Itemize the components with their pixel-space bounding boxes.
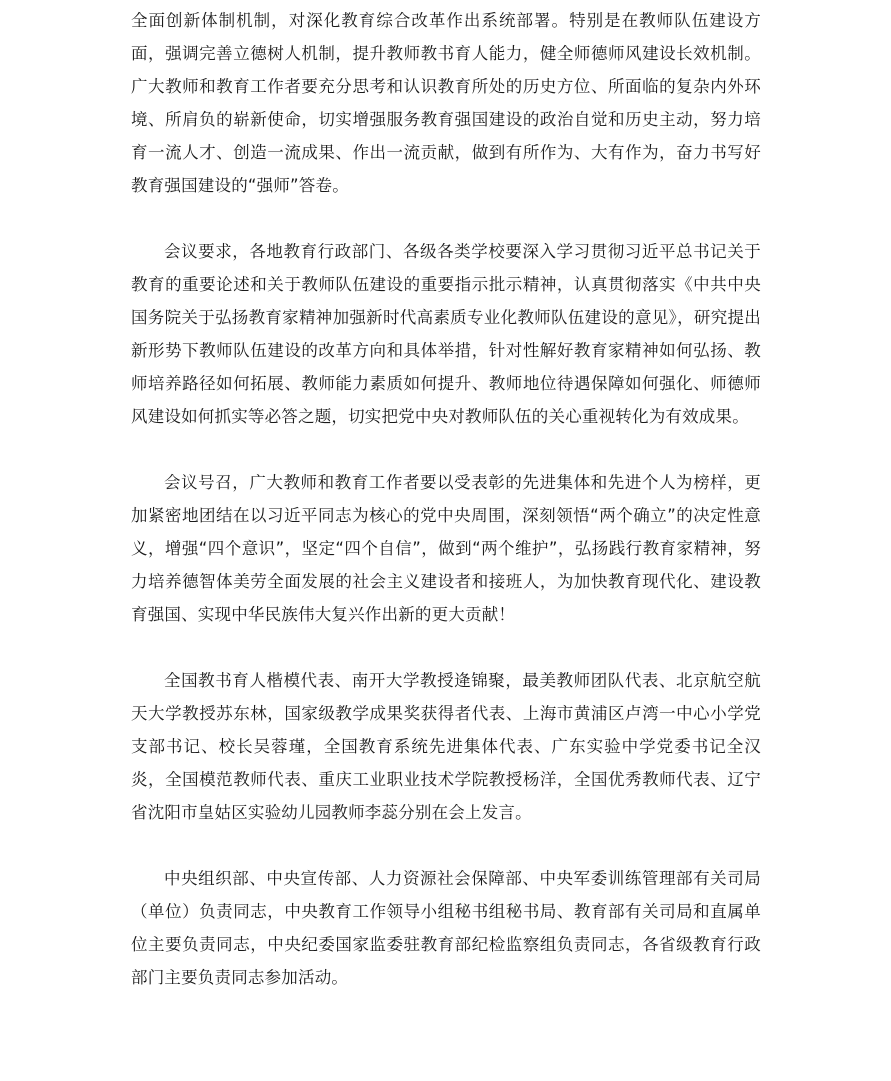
paragraph-speakers: 全国教书育人楷模代表、南开大学教授逄锦聚，最美教师团队代表、北京航空航天大学教授苏东林，国家级教学成果奖获得者代表、上海市黄浦区卢湾一中心小学党支部书记、校长吴蓉瑾，全国教育系统先进集体代表、广东实验中学党委书记全汉炎，全国模范教师代表、重庆工业职业技术学院教授杨洋，全国优秀教师代表、辽宁省沈阳市皇姑区实验幼儿园教师李蕊分别在会上发言。 xyxy=(131,671,761,822)
paragraph-meeting-call: 会议号召，广大教师和教育工作者要以受表彰的先进集体和先进个人为榜样，更加紧密地团结在以习近平同志为核心的党中央周围，深刻领悟“两个确立”的决定性意义，增强“四个意识”，坚定“四个自信”，做到“两个维护”，弘扬践行教育家精神，努力培养德智体美劳全面发展的社会主义建设者和接班人，为加快教育现代化、建设教育强国、实现中华民族伟大复兴作出新的更大贡献！ xyxy=(131,473,761,624)
paragraph-gap xyxy=(131,202,761,235)
paragraph-reform-strong-teacher: 全面创新体制机制，对深化教育综合改革作出系统部署。特别是在教师队伍建设方面，强调完善立德树人机制，提升教师教书育人能力，健全师德师风建设长效机制。广大教师和教育工作者要充分思考和认识教育所处的历史方位、所面临的复杂内外环境、所肩负的崭新使命，切实增强服务教育强国建设的政治自觉和历史主动，努力培育一流人才、创造一流成果、作出一流贡献，做到有所作为、大有作为，奋力书写好教育强国建设的“强师”答卷。 xyxy=(131,11,761,195)
paragraph-meeting-requirements: 会议要求，各地教育行政部门、各级各类学校要深入学习贯彻习近平总书记关于教育的重要论述和关于教师队伍建设的重要指示批示精神，认真贯彻落实《中共中央 国务院关于弘扬教育家精神加强新时代高素质专业化教师队伍建设的意见》，研究提出新形势下教师队伍建设的改革方向和具体举措，针对性解好教育家精神如何弘扬、教师培养路径如何拓展、教师能力素质如何提升、教师地位待遇保障如何强化、师德师风建设如何抓实等必答之题，切实把党中央对教师队伍的关心重视转化为有效成果。 xyxy=(131,242,761,426)
article-body xyxy=(131,4,761,994)
paragraph-gap xyxy=(131,829,761,862)
paragraph-gap xyxy=(131,631,761,664)
paragraph-attendees: 中央组织部、中央宣传部、人力资源社会保障部、中央军委训练管理部有关司局（单位）负责同志，中央教育工作领导小组秘书组秘书局、教育部有关司局和直属单位主要负责同志，中央纪委国家监委驻教育部纪检监察组负责同志，各省级教育行政部门主要负责同志参加活动。 xyxy=(131,869,761,987)
paragraph-gap xyxy=(131,433,761,466)
